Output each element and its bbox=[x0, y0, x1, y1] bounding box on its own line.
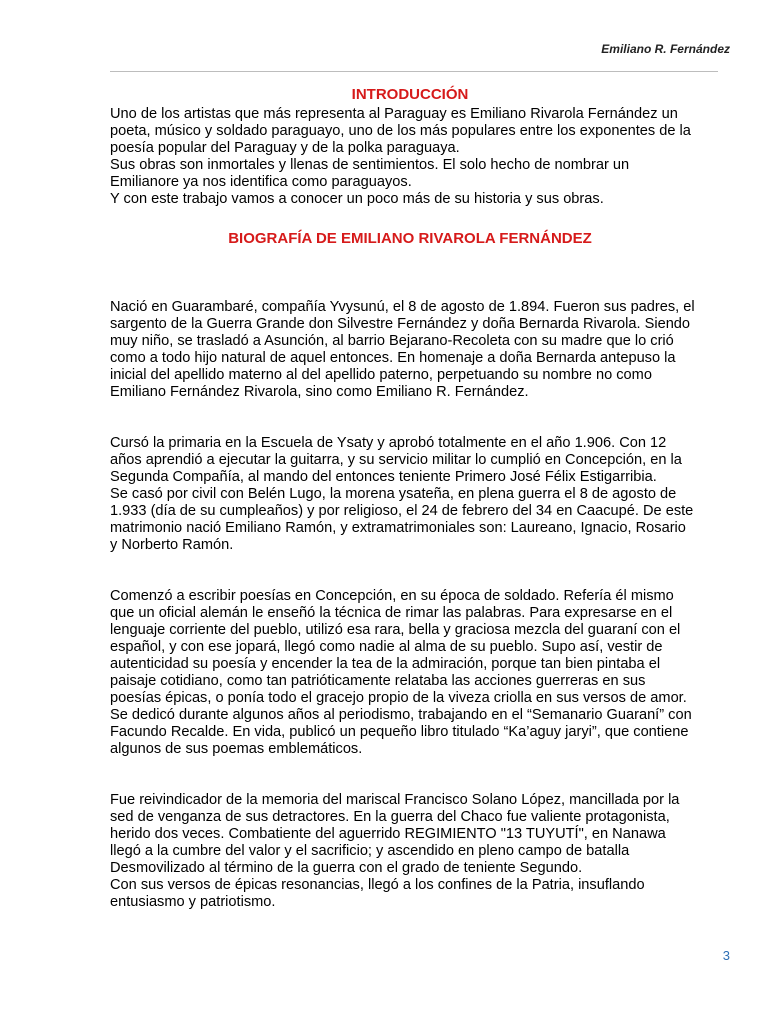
biography-paragraph-war: Fue reivindicador de la memoria del mariscal Francisco Solano López, mancillada por la sed de venganza de sus detractores. En la guerra del Chaco fue valiente protagonista, herido dos veces. Combatiente del aguerrido REGIMIENTO "13 TUYUTÍ", en Nanawa llegó a la cumbre del valor y el sacrificio; y ascendido en pleno campo de batalla Desmovilizado al término de la guerra con el grado de teniente Segundo. Con sus versos de épicas resonancias, llegó a los confines de la Patria, insuflando entusiasmo y patriotismo. bbox=[110, 792, 680, 910]
biography-heading: BIOGRAFÍA DE EMILIANO RIVAROLA FERNÁNDEZ bbox=[228, 230, 592, 247]
biography-paragraph-poetry: Comenzó a escribir poesías en Concepción, en su época de soldado. Refería él mismo que un oficial alemán le enseñó la técnica de rimar las palabras. Para expresarse en el lenguaje corriente del pueblo, utilizó esa rara, bella y graciosa mezcla del guaraní con el español, y con ese jopará, llegó como nadie al alma de su pueblo. Supo así, vestir de autenticidad su poesía y encender la tea de la admiración, porque tan bien pintaba el paisaje cotidiano, como tan patrióticamente relataba las acciones guerreras en sus poesías épicas, o ponía todo el gracejo propio de la viveza criolla en sus versos de amor. Se dedicó durante algunos años al periodismo, trabajando en el “Semanario Guaraní” con Facundo Recalde. En vida, publicó un pequeño libro titulado “Ka’aguy jaryi”, que contiene algunos de sus poemas emblemáticos. bbox=[110, 588, 692, 757]
biography-paragraph-education: Cursó la primaria en la Escuela de Ysaty y aprobó totalmente en el año 1.906. Con 12 años aprendió a ejecutar la guitarra, y su servicio militar lo cumplió en Concepción, en la Segunda Compañía, al mando del entonces teniente Primero José Félix Estigarribia. Se casó por civil con Belén Lugo, la morena ysateña, en plena guerra el 8 de agosto de 1.933 (día de su cumpleaños) y por religioso, el 24 de febrero del 34 en Caacupé. De este matrimonio nació Emiliano Ramón, y extramatrimoniales son: Laureano, Ignacio, Rosario y Norberto Ramón. bbox=[110, 435, 694, 553]
intro-heading: INTRODUCCIÓN bbox=[351, 86, 469, 103]
header-author: Emiliano R. Fernández bbox=[601, 42, 730, 56]
document-body bbox=[110, 86, 730, 911]
biography-paragraph-birth: Nació en Guarambaré, compañía Yvysunú, el 8 de agosto de 1.894. Fueron sus padres, el sargento de la Guerra Grande don Silvestre Fernández y doña Bernarda Rivarola. Siendo muy niño, se trasladó a Asunción, al barrio Bejarano-Recoleta con su madre que lo crió como a todo hijo natural de aquel entonces. En homenaje a doña Bernarda antepuso la inicial del apellido materno al del apellido paterno, perpetuando su nombre no como Emiliano Fernández Rivarola, sino como Emiliano R. Fernández. bbox=[110, 299, 695, 400]
header-divider bbox=[110, 71, 718, 72]
intro-paragraph: Uno de los artistas que más representa al Paraguay es Emiliano Rivarola Fernández un poeta, músico y soldado paraguayo, uno de los más populares entre los exponentes de la poesía popular del Paraguay y de la polka paraguaya. Sus obras son inmortales y llenas de sentimientos. El solo hecho de nombrar un Emilianore ya nos identifica como paraguayos. Y con este trabajo vamos a conocer un poco más de su historia y sus obras. bbox=[110, 106, 691, 207]
page-number: 3 bbox=[722, 948, 730, 963]
